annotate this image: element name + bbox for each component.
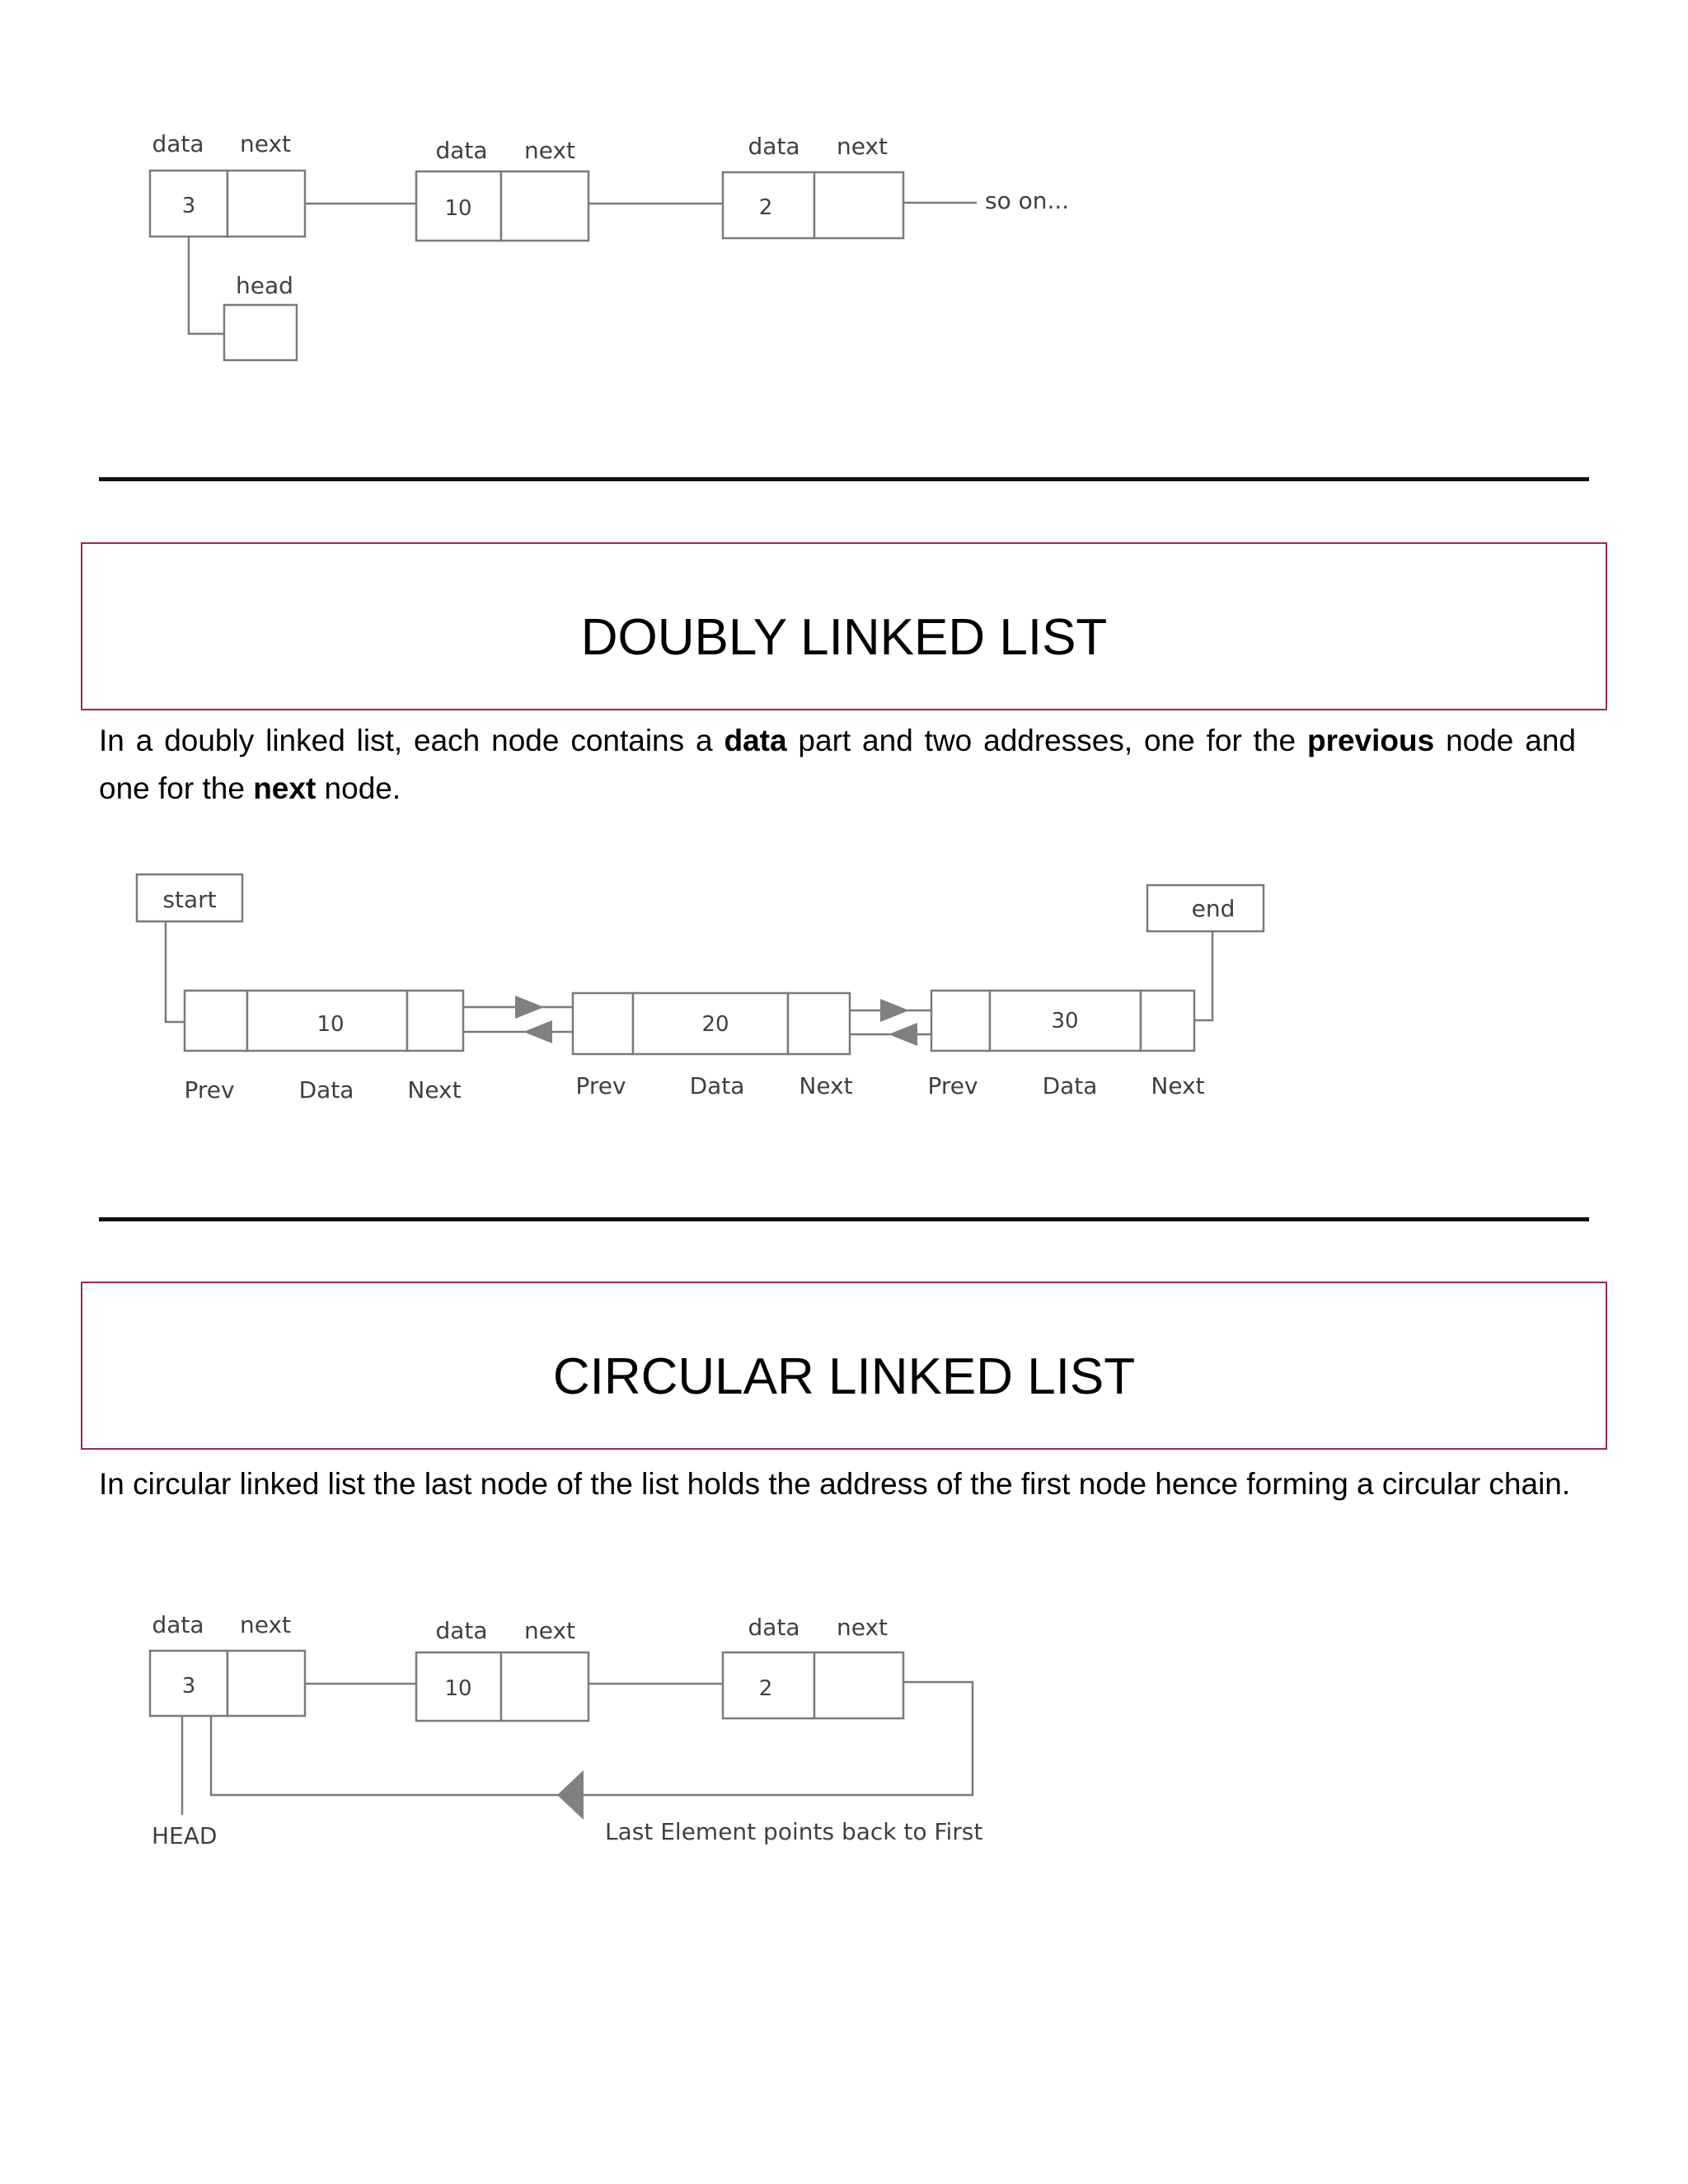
doubly-section-title: DOUBLY LINKED LIST bbox=[580, 609, 1108, 666]
link-1-2-bidirectional bbox=[463, 996, 573, 1043]
node-3-prev-cell bbox=[931, 991, 990, 1051]
circular-title-box bbox=[81, 1282, 1607, 1450]
singly-node-1 bbox=[150, 130, 305, 237]
forward-arrowhead bbox=[515, 996, 544, 1019]
node-1-value: 3 bbox=[181, 1674, 196, 1699]
node-1-next-cell bbox=[227, 171, 305, 237]
doubly-node-3 bbox=[927, 991, 1204, 1099]
start-label: start bbox=[162, 886, 217, 913]
node-2-data-label: data bbox=[435, 137, 488, 164]
forward-arrowhead bbox=[880, 999, 909, 1022]
end-connector bbox=[1194, 931, 1212, 1020]
doubly-title-box bbox=[81, 542, 1607, 710]
node-3-value: 30 bbox=[1051, 1009, 1079, 1033]
node-3-data-label: data bbox=[748, 1614, 800, 1641]
node-2-next-cell bbox=[501, 171, 588, 241]
singly-node-2 bbox=[416, 137, 588, 241]
node-2-prev-label: Prev bbox=[575, 1072, 626, 1099]
head-label: HEAD bbox=[152, 1822, 218, 1849]
node-3-prev-label: Prev bbox=[927, 1072, 978, 1099]
doubly-linked-list-diagram bbox=[0, 849, 1688, 1137]
node-2-data-label: data bbox=[435, 1617, 488, 1644]
start-connector bbox=[166, 921, 185, 1022]
node-1-next-label: Next bbox=[407, 1076, 462, 1104]
circular-description: In circular linked list the last node of the list holds the address of the first node hence forming a circular chain. bbox=[99, 1467, 1571, 1501]
node-2-value: 10 bbox=[444, 1676, 472, 1701]
node-3-next-label: next bbox=[836, 133, 889, 160]
doubly-description-text-4: node. bbox=[316, 771, 401, 805]
doubly-description-text-2: part and two addresses, one for the bbox=[786, 724, 1307, 757]
doubly-node-1 bbox=[184, 991, 463, 1104]
node-1-prev-label: Prev bbox=[184, 1076, 235, 1104]
doubly-description-bold-previous: previous bbox=[1306, 724, 1435, 757]
node-3-data-label: data bbox=[748, 133, 800, 160]
node-2-next-cell bbox=[501, 1652, 588, 1721]
node-3-next-label: Next bbox=[1151, 1072, 1205, 1099]
loop-back-arrowhead bbox=[557, 1770, 584, 1820]
node-1-prev-cell bbox=[185, 991, 247, 1051]
node-2-next-cell bbox=[788, 993, 850, 1054]
node-2-data-label: Data bbox=[689, 1072, 745, 1099]
node-2-value: 20 bbox=[701, 1012, 729, 1037]
loop-caption: Last Element points back to First bbox=[605, 1818, 983, 1845]
node-1-value: 10 bbox=[316, 1012, 345, 1037]
backward-arrowhead bbox=[889, 1023, 917, 1046]
node-1-value: 3 bbox=[181, 194, 196, 218]
node-2-next-label: Next bbox=[799, 1072, 853, 1099]
node-3-next-cell bbox=[1141, 991, 1194, 1051]
node-2-value: 10 bbox=[444, 196, 472, 221]
circular-node-2 bbox=[416, 1617, 588, 1721]
node-2-next-label: next bbox=[523, 137, 576, 164]
node-3-next-cell bbox=[814, 172, 903, 238]
backward-arrowhead bbox=[523, 1020, 552, 1043]
node-3-next-label: next bbox=[836, 1614, 889, 1641]
head-pointer-box bbox=[224, 305, 297, 360]
circular-section-title: CIRCULAR LINKED LIST bbox=[552, 1348, 1136, 1405]
node-1-data-label: data bbox=[152, 1611, 204, 1638]
node-3-next-cell bbox=[814, 1652, 903, 1718]
node-1-next-cell bbox=[227, 1651, 305, 1716]
node-3-value: 2 bbox=[758, 195, 773, 220]
node-1-next-label: next bbox=[239, 130, 292, 157]
node-2-next-label: next bbox=[523, 1617, 576, 1644]
continuation-label: so on... bbox=[985, 187, 1070, 214]
node-2-prev-cell bbox=[573, 993, 633, 1054]
node-3-data-label: Data bbox=[1042, 1072, 1098, 1099]
circular-node-3 bbox=[723, 1614, 903, 1718]
head-connector bbox=[189, 237, 224, 334]
node-1-next-label: next bbox=[239, 1611, 292, 1638]
singly-node-3 bbox=[723, 133, 903, 238]
circular-linked-list-diagram bbox=[0, 1599, 1688, 1871]
doubly-description-text-1: In a doubly linked list, each node contains a bbox=[99, 724, 724, 757]
link-2-3-bidirectional bbox=[850, 999, 931, 1046]
node-1-next-cell bbox=[407, 991, 463, 1051]
doubly-description-bold-next: next bbox=[253, 771, 316, 805]
doubly-description bbox=[99, 717, 1576, 813]
end-label: end bbox=[1191, 895, 1236, 922]
section-divider-2 bbox=[99, 1217, 1589, 1221]
circular-node-1 bbox=[150, 1611, 305, 1716]
node-1-data-label: data bbox=[152, 130, 204, 157]
doubly-node-2 bbox=[573, 993, 853, 1099]
singly-linked-list-diagram bbox=[0, 0, 1688, 387]
head-label: head bbox=[236, 272, 293, 299]
node-3-value: 2 bbox=[758, 1676, 773, 1701]
node-1-data-label: Data bbox=[298, 1076, 354, 1104]
doubly-description-bold-data: data bbox=[724, 724, 787, 757]
section-divider-1 bbox=[99, 477, 1589, 481]
doubly-description-text-3: node and one for the bbox=[99, 724, 1576, 805]
